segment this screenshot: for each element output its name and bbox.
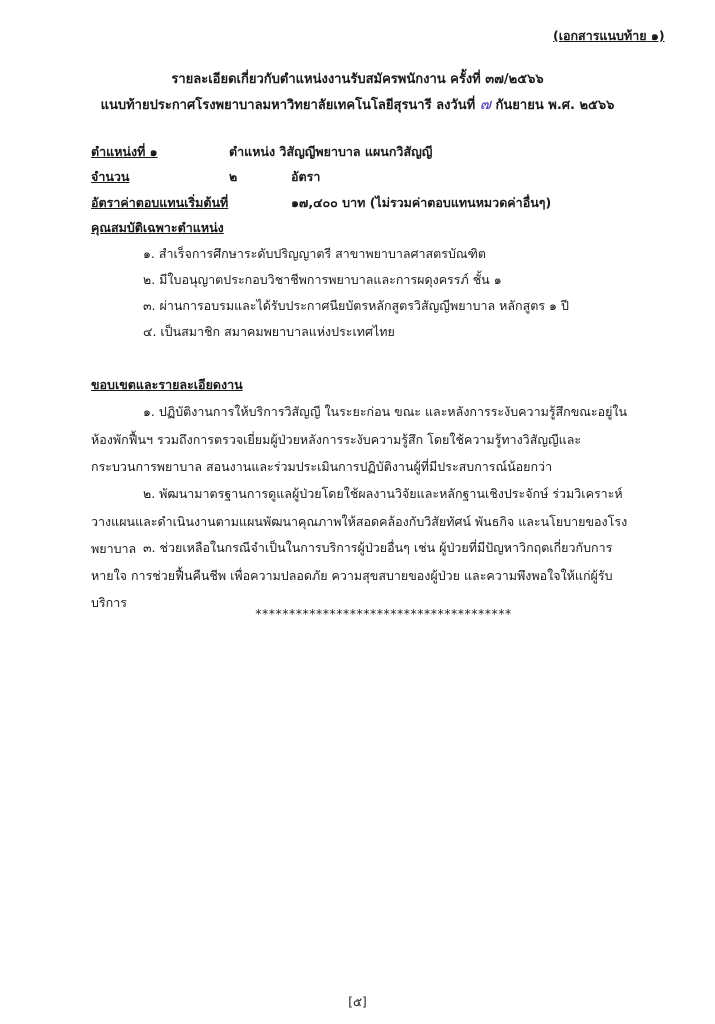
qualification-item: ๓. ผ่านการอบรมและได้รับประกาศนียบัตรหลักสูตรวิสัญญีพยาบาล หลักสูตร ๑ ปี [143,298,569,313]
page-number: [๕] [348,995,367,1009]
asterisk-divider: ************************************** [255,606,512,621]
salary-value: ๑๗,๔๐๐ บาท (ไม่รวมค่าตอบแทนหมวดค่าอื่นๆ) [291,195,552,210]
announcement-day: ๗ [479,95,492,113]
count-unit: อัตรา [291,169,321,184]
qualification-item: ๒. มีใบอนุญาตประกอบวิชาชีพการพยาบาลและการผดุงครรภ์ ชั้น ๑ [143,272,502,287]
subtitle-prefix: แนบท้ายประกาศโรงพยาบาลมหาวิทยาลัยเทคโนโลยีสุรนารี ลงวันที่ [100,98,476,113]
scope-paragraph-2: ๒. พัฒนามาตรฐานการดูแลผู้ป่วยโดยใช้ผลงานวิจัยและหลักฐานเชิงประจักษ์ ร่วมวิเคราะห์ วางแผนและดำเนินงานตามแผนพัฒนาคุณภาพให้สอดคล้องกับวิสัยทัศน์ พันธกิจ และนโยบายของโรงพยาบาล [91,486,628,556]
document-subtitle [0,92,715,116]
count-label: จำนวน [91,169,130,184]
scope-heading: ขอบเขตและรายละเอียดงาน [91,377,243,392]
position-label: ตำแหน่งที่ ๑ [91,144,158,159]
count-number: ๒ [229,169,238,184]
scope-paragraph-3: ๓. ช่วยเหลือในกรณีจำเป็นในการบริการผู้ป่วยอื่นๆ เช่น ผู้ป่วยที่มีปัญหาวิกฤตเกี่ยวกับการหายใจ การช่วยฟื้นคืนชีพ เพื่อความปลอดภัย ความสุขสบายของผู้ป่วย และความพึงพอใจให้แก่ผู้รับบริการ [91,540,613,610]
salary-label: อัตราค่าตอบแทนเริ่มต้นที่ [91,195,229,210]
qualification-item: ๔. เป็นสมาชิก สมาคมพยาบาลแห่งประเทศไทย [143,324,395,339]
attachment-label: (เอกสารแนบท้าย ๑) [553,28,665,43]
qualifications-heading: คุณสมบัติเฉพาะตำแหน่ง [91,220,224,235]
position-value: ตำแหน่ง วิสัญญีพยาบาล แผนกวิสัญญี [229,144,433,159]
subtitle-suffix: กันยายน พ.ศ. ๒๕๖๖ [495,98,615,113]
qualification-item: ๑. สำเร็จการศึกษาระดับปริญญาตรี สาขาพยาบาลศาสตรบัณฑิต [143,246,487,261]
document-title: รายละเอียดเกี่ยวกับตำแหน่งงานรับสมัครพนักงาน ครั้งที่ ๓๗/๒๕๖๖ [171,72,544,87]
scope-paragraph-1: ๑. ปฏิบัติงานการให้บริการวิสัญญี ในระยะก่อน ขณะ และหลังการระงับความรู้สึกขณะอยู่ในห้องพักฟื้นฯ รวมถึงการตรวจเยี่ยมผู้ป่วยหลังการระงับความรู้สึก โดยใช้ความรู้ทางวิสัญญีและกระบวนการพยาบาล สอนงานและร่วมประเมินการปฏิบัติงานผู้ที่มีประสบการณ์น้อยกว่า [91,404,628,474]
